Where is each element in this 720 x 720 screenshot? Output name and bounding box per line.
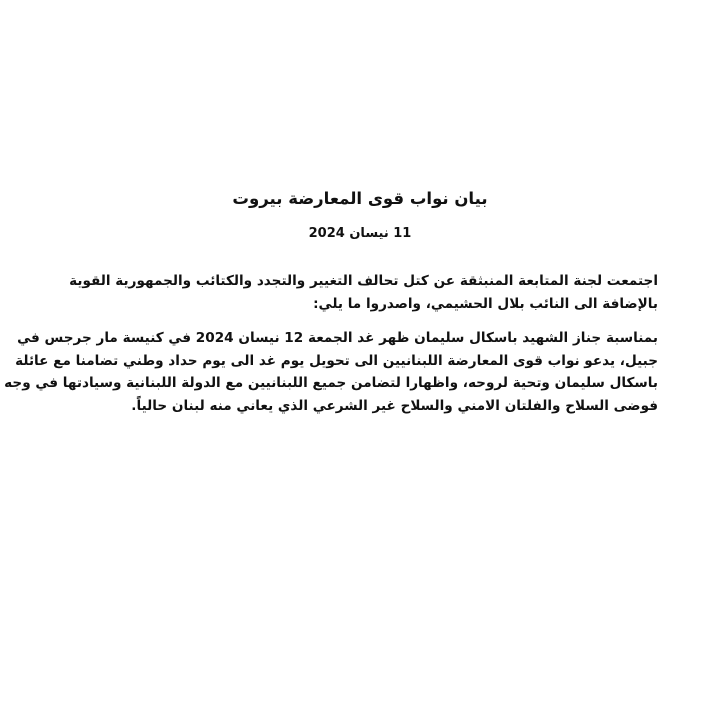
paragraph-meeting [62,270,658,315]
paragraph-line: اجتمعت لجنة المتابعة المنبثقة عن كتل تحالف التغيير والتجدد والكتائب والجمهورية القوية [69,273,658,289]
statement-body [4,186,658,417]
paragraph-line: باسكال سليمان وتحية لروحه، واظهارا لتضامن جميع اللبنانيين مع الدولة اللبنانية وسيادتها في وجه [4,375,658,391]
paragraph-line: بمناسبة جناز الشهيد باسكال سليمان ظهر غد الجمعة 12 نيسان 2024 في كنيسة مار جرجس في [17,330,658,346]
paragraph-line: بالإضافة الى النائب بلال الحشيمي، واصدروا ما يلي: [313,295,658,312]
paragraph-funeral-call [4,327,658,417]
statement-title: بيان نواب قوى المعارضة بيروت [232,189,488,208]
paragraph-line: فوضى السلاح والفلتان الامني والسلاح غير الشرعي الذي يعاني منه لبنان حالياً. [131,397,658,414]
paragraph-line: جبيل، يدعو نواب قوى المعارضة اللبنانيين الى تحويل يوم غد الى يوم حداد وطني تضامنا مع عائلة [15,352,658,369]
statement-date: 11 نيسان 2024 [308,226,412,241]
